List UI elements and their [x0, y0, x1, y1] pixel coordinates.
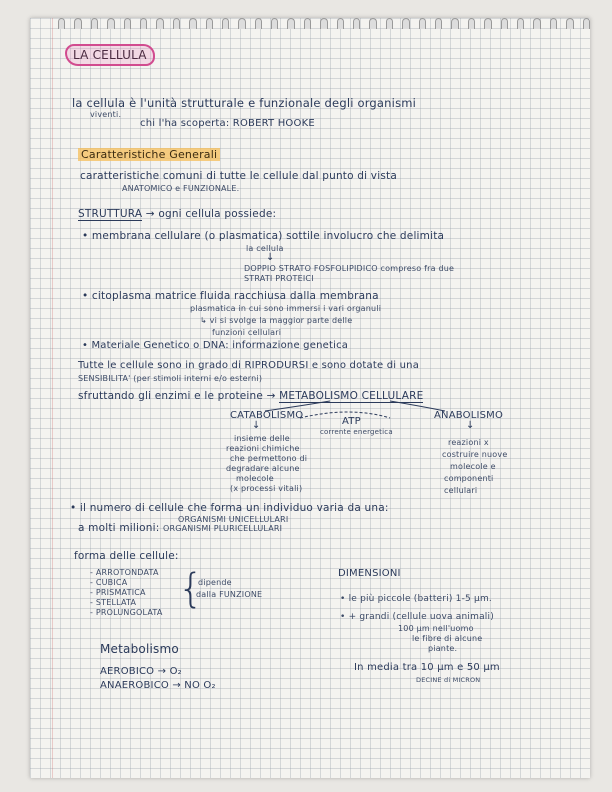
membrane-line-3: DOPPIO STRATO FOSFOLIPIDICO compreso fra due [244, 264, 455, 273]
dimensions-line-2: • + grandi (cellule uova animali) [340, 612, 494, 622]
anabolism-desc-3: componenti [444, 474, 494, 483]
dimensions-line-3: 100 μm nell'uomo [398, 624, 474, 633]
membrane-line-2: la cellula [246, 244, 284, 253]
catabolism-desc-0: insieme delle [234, 434, 290, 443]
catabolism-desc-5: (x processi vitali) [230, 484, 303, 493]
membrane-line: • membrana cellulare (o plasmatica) sottile involucro che delimita [82, 230, 445, 242]
dimensions-average: In media tra 10 μm e 50 μm [354, 662, 500, 673]
anabolism-desc-0: reazioni x [448, 438, 489, 447]
page-title: LA CELLULA [65, 44, 155, 66]
catabolism-desc-3: degradare alcune [226, 464, 300, 473]
reproduction-line-1: Tutte le cellule sono in grado di RIPRODURSI e sono dotate di una [78, 360, 420, 371]
catabolism-desc-1: reazioni chimiche [226, 444, 300, 453]
metabolism-intro: sfruttando gli enzimi e le proteine → METABOLISMO CELLULARE [78, 390, 424, 402]
shape-item-3: - STELLATA [90, 598, 137, 607]
intro-line-b: viventi. [90, 110, 122, 119]
catabolism-arrow-icon: ↓ [252, 420, 261, 431]
metabolism-arrows [30, 18, 590, 778]
dimensions-heading: DIMENSIONI [338, 568, 401, 579]
cytoplasm-line-4: funzioni cellulari [212, 328, 282, 337]
intro-line: la cellula è l'unità strutturale e funzionale degli organismi [72, 96, 417, 110]
depends-line-1: dipende [198, 578, 232, 587]
dna-line: • Materiale Genetico o DNA: informazione genetica [82, 340, 349, 351]
anabolism-desc-1: costruire nuove [442, 450, 508, 459]
notebook-page [30, 18, 590, 778]
down-arrow-icon: ↓ [266, 252, 275, 263]
dimensions-line-1: • le più piccole (batteri) 1-5 μm. [340, 594, 492, 604]
unicellular-label: ORGANISMI UNICELLULARI [178, 515, 289, 524]
structure-heading: STRUTTURA → ogni cellula possiede: [78, 208, 277, 220]
anabolism-label: ANABOLISMO [434, 410, 504, 421]
anabolism-arrow-icon: ↓ [466, 420, 475, 431]
cell-count-line-2: a molti milioni: ORGANISMI PLURICELLULARI [78, 522, 283, 534]
catabolism-desc-4: molecole [236, 474, 274, 483]
metabolism-heading: Metabolismo [100, 642, 179, 656]
shapes-brace-icon: { [178, 566, 204, 612]
shape-item-1: - CUBICA [90, 578, 128, 587]
shape-item-0: - ARROTONDATA [90, 568, 159, 577]
cytoplasm-line: • citoplasma matrice fluida racchiusa dalla membrana [82, 290, 379, 302]
general-line-1: caratteristiche comuni di tutte le cellule dal punto di vista [80, 170, 397, 182]
metabolism-anaerobic: ANAEROBICO → NO O₂ [100, 680, 216, 691]
general-line-2: ANATOMICO e FUNZIONALE. [122, 184, 240, 193]
shapes-heading: forma delle cellule: [74, 550, 179, 562]
metabolism-aerobic: AEROBICO → O₂ [100, 666, 182, 677]
discoverer: chi l'ha scoperta: ROBERT HOOKE [140, 118, 315, 129]
dimensions-average-note: DECINE di MICRON [416, 676, 481, 684]
anabolism-desc-4: cellulari [444, 486, 478, 495]
shape-item-4: - PROLUNGOLATA [90, 608, 163, 617]
depends-line-2: dalla FUNZIONE [196, 590, 263, 599]
anabolism-desc-2: molecole e [450, 462, 496, 471]
shape-item-2: - PRISMATICA [90, 588, 146, 597]
cell-count-line-1: • il numero di cellule che forma un individuo varia da una: [70, 502, 389, 514]
catabolism-label: CATABOLISMO [230, 410, 304, 421]
catabolism-desc-2: che permettono di [230, 454, 308, 463]
reproduction-line-2: SENSIBILITA' (per stimoli interni e/o esterni) [78, 374, 263, 383]
cytoplasm-line-3: ↳ vi si svolge la maggior parte delle [200, 316, 353, 325]
atp-label: ATP [342, 416, 361, 427]
general-heading: Caratteristiche Generali [78, 148, 220, 161]
membrane-line-4: STRATI PROTEICI [244, 274, 314, 283]
dimensions-line-5: piante. [428, 644, 458, 653]
dimensions-line-4: le fibre di alcune [412, 634, 483, 643]
atp-note: corrente energetica [320, 428, 393, 436]
cytoplasm-line-2: plasmatica in cui sono immersi i vari organuli [190, 304, 382, 313]
